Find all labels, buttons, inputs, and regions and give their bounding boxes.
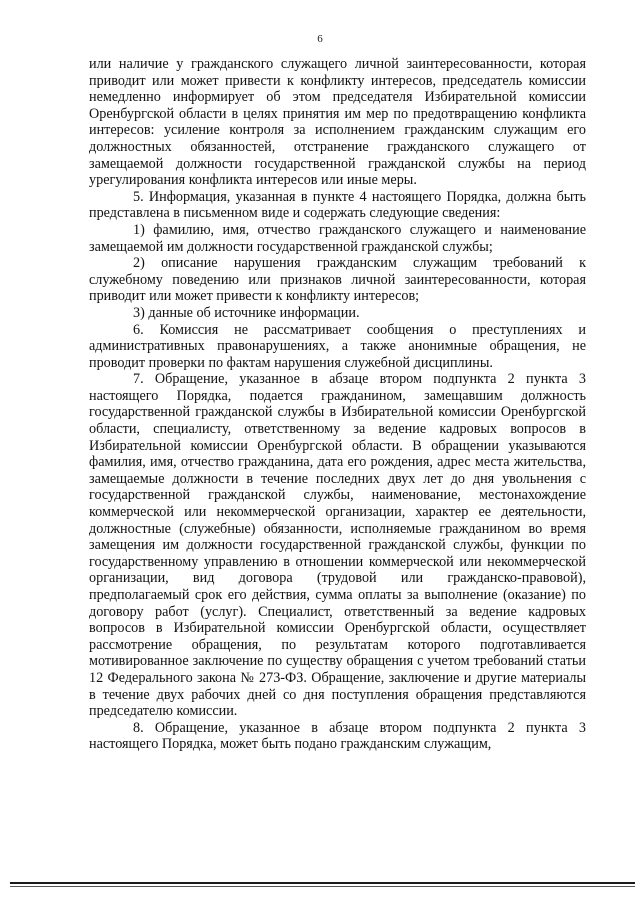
paragraph: или наличие у гражданского служащего личной заинтересованности, которая приводит или может привести к конфликту интересов, председатель комиссии немедленно информирует об этом председателя Избирательной комиссии Оренбургской области в целях принятия им мер по предотвращению конфликта интересов: усиление контроля за исполнением гражданским служащим его должностных обязанностей, отстранение гражданского служащего от замещаемой должности государственной гражданской службы на период урегулирования конфликта интересов или иные меры.	[89, 56, 586, 189]
scan-edge-line	[10, 882, 635, 884]
list-item: 1) фамилию, имя, отчество гражданского служащего и наименование замещаемой им должности государственной гражданской службы;	[89, 221, 586, 255]
paragraph: 8. Обращение, указанное в абзаце втором подпункта 2 пункта 3 настоящего Порядка, может быть подано гражданским служащим,	[89, 719, 586, 753]
paragraph: 5. Информация, указанная в пункте 4 настоящего Порядка, должна быть представлена в письменном виде и содержать следующие сведения:	[89, 188, 586, 222]
paragraph: 7. Обращение, указанное в абзаце втором подпункта 2 пункта 3 настоящего Порядка, подается гражданином, замещавшим должность государственной гражданской службы в Избирательной комиссии Оренбургской области, специалисту, ответственному за ведение кадровых вопросов в Избирательной комиссии Оренбургской области. В обращении указываются фамилия, имя, отчество гражданина, дата его рождения, адрес места жительства, замещаемые должности в течение последних двух лет до дня увольнения с государственной гражданской службы, наименование, местонахождение коммерческой или некоммерческой организации, характер ее деятельности, должностные (служебные) обязанности, исполняемые гражданином во время замещения им должности государственной гражданской службы, функции по государственному управлению в отношении коммерческой или некоммерческой организации, вид договора (трудовой или гражданско-правовой), предполагаемый срок его действия, сумма оплаты за выполнение (оказание) по договору работ (услуг). Специалист, ответственный за ведение кадровых вопросов в Избирательной комиссии Оренбургской области, осуществляет рассмотрение обращения, по результатам которого подготавливается мотивированное заключение по существу обращения с учетом требований статьи 12 Федерального закона № 273-ФЗ. Обращение, заключение и другие материалы в течение двух рабочих дней со дня поступления обращения представляются председателю комиссии.	[89, 371, 586, 720]
scan-edge-line-thin	[10, 886, 635, 887]
page-number: 6	[317, 33, 323, 45]
list-item: 2) описание нарушения гражданским служащим требований к служебному поведению или признаков личной заинтересованности, которая приводит или может привести к конфликту интересов;	[89, 255, 586, 305]
document-body	[89, 56, 586, 753]
list-item: 3) данные об источнике информации.	[133, 304, 360, 321]
paragraph: 6. Комиссия не рассматривает сообщения о преступлениях и административных правонарушениях, а также анонимные обращения, не проводит проверки по фактам нарушения служебной дисциплины.	[89, 321, 586, 371]
